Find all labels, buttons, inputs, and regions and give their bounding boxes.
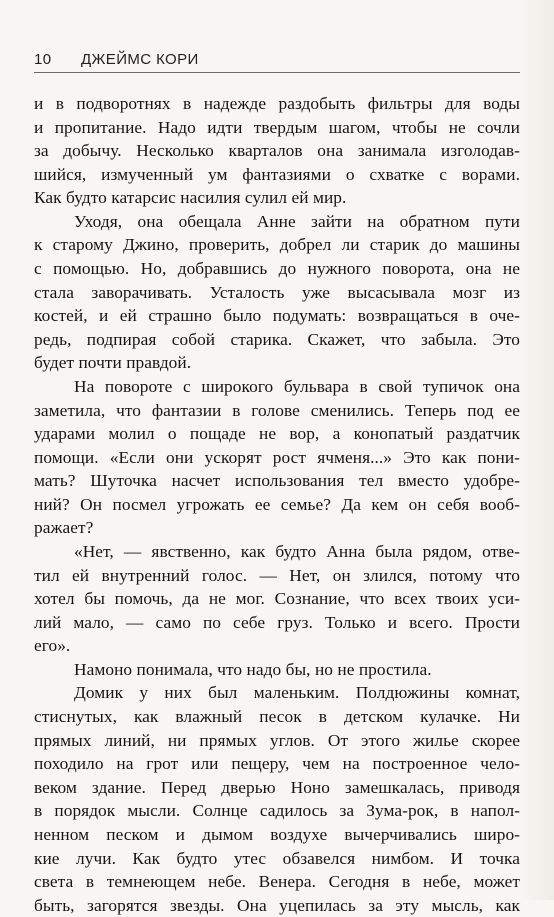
text-line: за добычу. Несколько кварталов она занимала изголодав- [34,141,520,161]
text-line: в порядок мысли. Солнце садилось за Зума-рок, в напол- [34,801,520,821]
text-line: заметила, что фантазии в голове сменились. Теперь под ее [34,400,520,420]
body-text [34,92,520,917]
running-head-author: ДЖЕЙМС КОРИ [81,51,199,68]
text-line: хотел бы помочь, да не мог. Сознание, что всех твоих уси- [34,589,520,609]
text-line: будет почти правдой. [34,353,192,373]
text-line: прямых линий, ни прямых углов. От этого жилье скорее [34,730,520,750]
text-line: шийся, измученный ум фантазиями о схватке с ворами. [34,164,520,184]
text-line: с помощью. Но, добравшись до нужного поворота, она не [34,259,520,279]
text-line: мать? Шуточка насчет использования тел вместо удобре- [34,471,520,491]
text-line: помощи. «Если они ускорят рост ячменя...» Это как пони- [34,447,520,467]
text-line: веком здание. Перед дверью Ноно замешкалась, приводя [34,777,520,797]
text-line: кие лучи. Как будто утес обзавелся нимбом. И точка [34,848,520,868]
text-line: ненном песком и дымом воздухе вычерчивались широ- [34,824,520,844]
text-line: ний? Он посмел угрожать ее семье? Да кем он себя вооб- [34,494,520,514]
text-line: костей, и ей страшно было подумать: возвращаться в оче- [34,306,520,326]
page-number: 10 [34,51,52,68]
text-line: Домик у них был маленьким. Полдюжины комнат, [74,683,520,703]
text-line: и пропитание. Надо идти твердым шагом, чтобы не сочли [34,117,520,137]
text-line: редь, подпирая собой старика. Скажет, что забыла. Это [34,329,520,349]
text-line: света в темнеющем небе. Венера. Сегодня в небе, может [34,872,520,892]
text-line: его». [34,636,71,656]
text-line: стиснутых, как влажный песок в детском кулачке. Ни [34,707,520,727]
text-line: лий мало, — само по себе груз. Только и всего. Прости [34,612,520,632]
text-line: к старому Джино, проверить, добрел ли старик до машины [34,235,520,255]
text-line: ударами молил о пощаде не вор, а конопатый раздатчик [34,424,520,444]
text-line: и в подворотнях в надежде раздобыть фильтры для воды [34,94,520,113]
text-line: На повороте с широкого бульвара в свой тупичок она [74,376,520,396]
text-line: быть, загорятся звезды. Она уцепилась за эту мысль, как [34,895,520,915]
text-line: походило на грот или пещеру, чем на построенное чело- [34,754,520,774]
text-line: ражает? [34,518,94,538]
page-edge-shadow [520,0,554,900]
text-line: Намоно понимала, что надо бы, но не простила. [74,659,432,679]
text-line: стала заворачивать. Усталость уже высасывала мозг из [34,282,520,302]
text-line: тил ей внутренний голос. — Нет, он злился, потому что [34,565,520,585]
text-line: Как будто катарсис насилия сулил ей мир. [34,188,347,208]
text-line: Уходя, она обещала Анне зайти на обратном пути [74,211,520,231]
page-header [34,44,520,73]
text-line: «Нет, — явственно, как будто Анна была рядом, отве- [74,541,520,561]
